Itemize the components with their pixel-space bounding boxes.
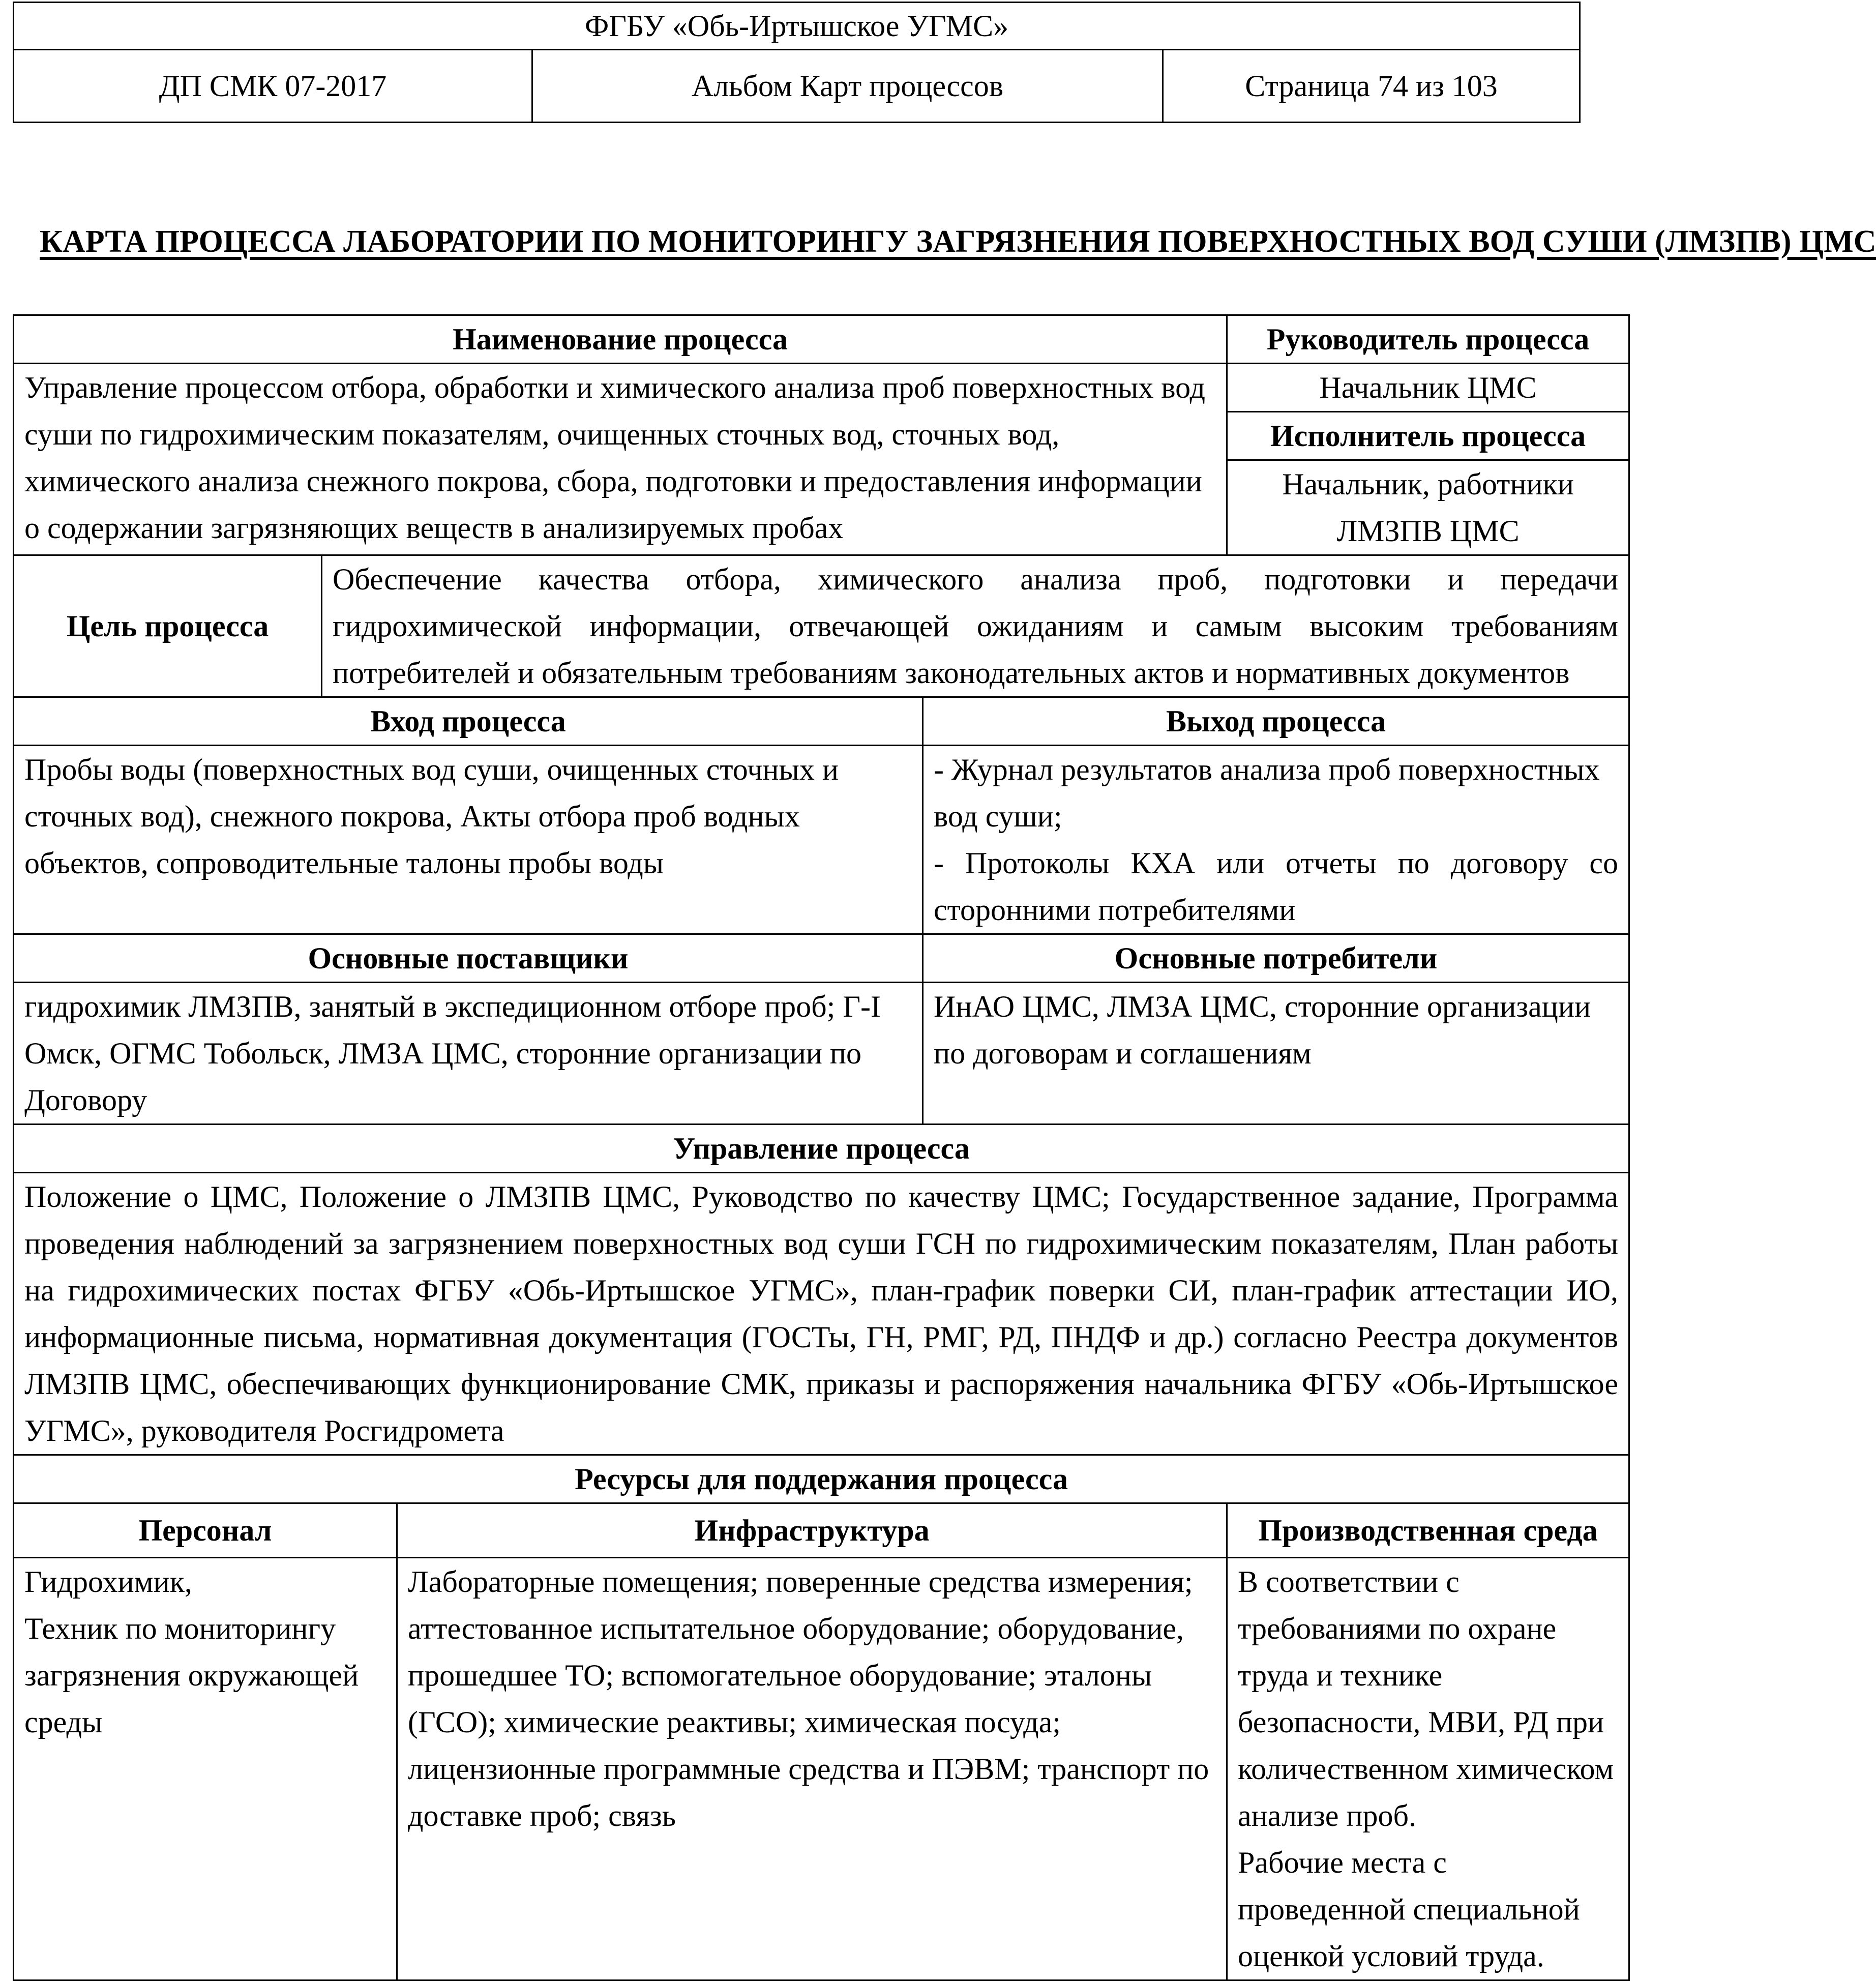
document-name: Альбом Карт процессов bbox=[532, 50, 1163, 123]
process-goal-value: Обеспечение качества отбора, химического анализа проб, подготовки и передачи гидрохимической информации, отвечающей ожиданиям и самым высоким требованиям потребителей и обязательным требованиям законодательных актов и нормативных документов bbox=[322, 555, 1629, 697]
resources-header: Ресурсы для поддержания процесса bbox=[14, 1455, 1629, 1503]
process-name-value: Управление процессом отбора, обработки и химического анализа проб поверхностных вод суши по гидрохимическим показателям, очищенных сточных вод, сточных вод, химического анализа снежного покрова, сбора, подготовки и предоставления информации о содержании загрязняющих веществ в анализируемых пробах bbox=[14, 364, 1227, 555]
process-executor-value: Начальник, работники ЛМЗПВ ЦМС bbox=[1227, 460, 1629, 555]
environment-header: Производственная среда bbox=[1227, 1503, 1629, 1558]
process-name-header: Наименование процесса bbox=[14, 315, 1227, 364]
personnel-header: Персонал bbox=[14, 1503, 397, 1558]
process-output-value bbox=[923, 746, 1629, 934]
management-header: Управление процесса bbox=[14, 1125, 1629, 1173]
page-counter: Страница 74 из 103 bbox=[1163, 50, 1580, 123]
document-code: ДП СМК 07-2017 bbox=[14, 50, 532, 123]
process-input-header: Вход процесса bbox=[14, 697, 923, 746]
environment-line: В соответствии с требованиями по охране труда и технике безопасности, МВИ, РД при количественном химическом анализе проб. bbox=[1238, 1565, 1614, 1832]
document-header-table bbox=[13, 2, 1581, 123]
process-leader-header: Руководитель процесса bbox=[1227, 315, 1629, 364]
process-executor-header: Исполнитель процесса bbox=[1227, 412, 1629, 460]
management-value: Положение о ЦМС, Положение о ЛМЗПВ ЦМС, Руководство по качеству ЦМС; Государственное задание, Программа проведения наблюдений за загрязнением поверхностных вод суши ГСН по гидрохимическим показателям, План работы на гидрохимических постах ФГБУ «Обь-Иртышское УГМС», план-график поверки СИ, план-график аттестации ИО, информационные письма, нормативная документация (ГОСТы, ГН, РМГ, РД, ПНДФ и др.) согласно Реестра документов ЛМЗПВ ЦМС, обеспечивающих функционирование СМК, приказы и распоряжения начальника ФГБУ «Обь-Иртышское УГМС», руководителя Росгидромета bbox=[14, 1173, 1629, 1455]
process-output-line: - Журнал результатов анализа проб поверхностных вод суши; bbox=[934, 753, 1600, 833]
environment-value bbox=[1227, 1558, 1629, 1980]
process-leader-value: Начальник ЦМС bbox=[1227, 364, 1629, 412]
process-map-table bbox=[13, 314, 1630, 1981]
page-title: КАРТА ПРОЦЕССА ЛАБОРАТОРИИ ПО МОНИТОРИНГУ ЗАГРЯЗНЕНИЯ ПОВЕРХНОСТНЫХ ВОД СУШИ (ЛМЗПВ) ЦМС bbox=[40, 224, 1876, 259]
suppliers-value: гидрохимик ЛМЗПВ, занятый в экспедиционном отборе проб; Г-I Омск, ОГМС Тобольск, ЛМЗА ЦМС, сторонние организации по Договору bbox=[14, 983, 923, 1125]
environment-line: Рабочие места с проведенной специальной оценкой условий труда. bbox=[1238, 1846, 1580, 1973]
personnel-line: Гидрохимик, bbox=[24, 1565, 192, 1599]
personnel-line: Техник по мониторингу загрязнения окружающей среды bbox=[24, 1612, 359, 1739]
consumers-header: Основные потребители bbox=[923, 934, 1629, 983]
process-output-header: Выход процесса bbox=[923, 697, 1629, 746]
organization-name: ФГБУ «Обь-Иртышское УГМС» bbox=[14, 3, 1580, 50]
process-input-value: Пробы воды (поверхностных вод суши, очищенных сточных и сточных вод), снежного покрова, Акты отбора проб водных объектов, сопроводительные талоны пробы воды bbox=[14, 746, 923, 934]
suppliers-header: Основные поставщики bbox=[14, 934, 923, 983]
consumers-value: ИнАО ЦМС, ЛМЗА ЦМС, сторонние организации по договорам и соглашениям bbox=[923, 983, 1629, 1125]
process-goal-header: Цель процесса bbox=[14, 555, 322, 697]
personnel-value bbox=[14, 1558, 397, 1980]
process-output-line: - Протоколы КХА или отчеты по договору со сторонними потребителями bbox=[934, 846, 1619, 927]
infrastructure-value: Лабораторные помещения; поверенные средства измерения; аттестованное испытательное оборудование; оборудование, прошедшее ТО; вспомогательное оборудование; эталоны (ГСО); химические реактивы; химическая посуда; лицензионные программные средства и ПЭВМ; транспорт по доставке проб; связь bbox=[397, 1558, 1227, 1980]
infrastructure-header: Инфраструктура bbox=[397, 1503, 1227, 1558]
